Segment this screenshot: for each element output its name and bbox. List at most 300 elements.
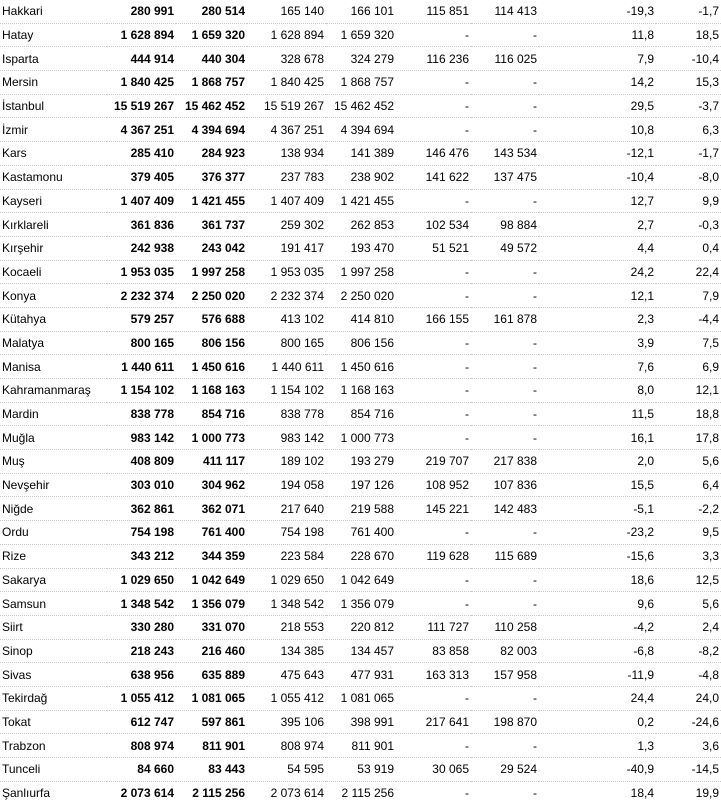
village-population-curr: - bbox=[471, 189, 539, 213]
total-population-prev: 800 165 bbox=[107, 331, 176, 355]
village-population-curr: - bbox=[471, 734, 539, 758]
growth-rate-a: -40,9 bbox=[539, 758, 656, 782]
village-population-curr: 49 572 bbox=[471, 236, 539, 260]
growth-rate-b: -2,2 bbox=[656, 497, 721, 521]
total-population-curr: 284 923 bbox=[176, 142, 247, 166]
growth-rate-b: 3,3 bbox=[656, 544, 721, 568]
city-population-prev: 1 055 412 bbox=[247, 686, 326, 710]
city-population-curr: 219 588 bbox=[326, 497, 396, 521]
city-population-curr: 1 421 455 bbox=[326, 189, 396, 213]
city-population-prev: 2 073 614 bbox=[270, 786, 324, 801]
table-row bbox=[0, 402, 721, 426]
province-name: Kayseri bbox=[0, 189, 107, 213]
village-population-curr: - bbox=[471, 284, 539, 308]
city-population-curr: 262 853 bbox=[326, 213, 396, 237]
city-population-prev: 194 058 bbox=[247, 473, 326, 497]
total-population-prev: 1 348 542 bbox=[107, 592, 176, 616]
city-population-curr: 4 394 694 bbox=[326, 118, 396, 142]
total-population-prev: 285 410 bbox=[107, 142, 176, 166]
total-population-prev: 361 836 bbox=[107, 213, 176, 237]
total-population-curr: 83 443 bbox=[176, 758, 247, 782]
table-row bbox=[0, 663, 721, 687]
total-population-prev: 1 407 409 bbox=[107, 189, 176, 213]
province-name: Sivas bbox=[0, 663, 107, 687]
province-name: Sakarya bbox=[0, 568, 107, 592]
village-population-prev: - bbox=[396, 568, 471, 592]
city-population-curr: 1 659 320 bbox=[326, 23, 396, 47]
growth-rate-a: 11,5 bbox=[539, 402, 656, 426]
table-row bbox=[0, 450, 721, 474]
growth-rate-a: 8,0 bbox=[539, 379, 656, 403]
growth-rate-a: 7,9 bbox=[539, 47, 656, 71]
total-population-prev: 1 953 035 bbox=[107, 260, 176, 284]
village-population-prev: - bbox=[396, 284, 471, 308]
city-population-prev: 754 198 bbox=[247, 521, 326, 545]
total-population-prev: 612 747 bbox=[107, 710, 176, 734]
city-population-curr: 414 810 bbox=[326, 307, 396, 331]
table-row bbox=[0, 284, 721, 308]
table-row bbox=[0, 0, 721, 23]
province-name: Hatay bbox=[0, 23, 107, 47]
total-population-curr: 1 000 773 bbox=[176, 426, 247, 450]
total-population-prev: 303 010 bbox=[107, 473, 176, 497]
growth-rate-b: -4,4 bbox=[656, 307, 721, 331]
growth-rate-a: -4,2 bbox=[539, 615, 656, 639]
table-row bbox=[0, 568, 721, 592]
table-row bbox=[0, 521, 721, 545]
growth-rate-b: 24,0 bbox=[656, 686, 721, 710]
city-population-curr: 166 101 bbox=[326, 0, 396, 23]
village-population-curr: - bbox=[471, 568, 539, 592]
village-population-prev: - bbox=[396, 379, 471, 403]
city-population-prev: 54 595 bbox=[247, 758, 326, 782]
growth-rate-a: 4,4 bbox=[539, 236, 656, 260]
total-population-prev: 15 519 267 bbox=[107, 94, 176, 118]
village-population-curr: 115 689 bbox=[471, 544, 539, 568]
total-population-curr: 1 421 455 bbox=[176, 189, 247, 213]
growth-rate-b: 12,1 bbox=[656, 379, 721, 403]
city-population-curr: 228 670 bbox=[326, 544, 396, 568]
growth-rate-b: -3,7 bbox=[656, 94, 721, 118]
village-population-prev: - bbox=[396, 402, 471, 426]
growth-rate-a: -10,4 bbox=[539, 165, 656, 189]
city-population-prev: 983 142 bbox=[247, 426, 326, 450]
growth-rate-a: 1,3 bbox=[539, 734, 656, 758]
growth-rate-a: -12,1 bbox=[539, 142, 656, 166]
village-population-curr: - bbox=[471, 686, 539, 710]
city-population-prev: 2 232 374 bbox=[247, 284, 326, 308]
growth-rate-a: 10,8 bbox=[539, 118, 656, 142]
village-population-curr: 137 475 bbox=[471, 165, 539, 189]
growth-rate-a: 11,8 bbox=[539, 23, 656, 47]
total-population-prev: 1 840 425 bbox=[107, 71, 176, 95]
village-population-prev: - bbox=[396, 426, 471, 450]
village-population-curr: 82 003 bbox=[471, 639, 539, 663]
total-population-curr: 1 042 649 bbox=[176, 568, 247, 592]
village-population-prev: 116 236 bbox=[396, 47, 471, 71]
city-population-curr: 197 126 bbox=[326, 473, 396, 497]
village-population-prev: 119 628 bbox=[396, 544, 471, 568]
province-name: Isparta bbox=[0, 47, 107, 71]
total-population-prev: 280 991 bbox=[107, 0, 176, 23]
city-population-curr: 53 919 bbox=[326, 758, 396, 782]
village-population-curr: - bbox=[471, 260, 539, 284]
total-population-prev: 1 055 412 bbox=[107, 686, 176, 710]
growth-rate-a: 16,1 bbox=[539, 426, 656, 450]
province-name: Tunceli bbox=[0, 758, 107, 782]
village-population-prev: - bbox=[396, 521, 471, 545]
city-population-prev: 475 643 bbox=[247, 663, 326, 687]
total-population-prev: 444 914 bbox=[107, 47, 176, 71]
total-population-prev: 4 367 251 bbox=[107, 118, 176, 142]
province-name: Tokat bbox=[0, 710, 107, 734]
growth-rate-b: -4,8 bbox=[656, 663, 721, 687]
total-population-curr: 806 156 bbox=[176, 331, 247, 355]
city-population-prev: 217 640 bbox=[247, 497, 326, 521]
city-population-prev: 138 934 bbox=[247, 142, 326, 166]
village-population-curr: 143 534 bbox=[471, 142, 539, 166]
province-name: Manisa bbox=[0, 355, 107, 379]
growth-rate-a: 2,7 bbox=[539, 213, 656, 237]
table-row bbox=[0, 758, 721, 782]
total-population-curr: 280 514 bbox=[176, 0, 247, 23]
table-row bbox=[0, 142, 721, 166]
growth-rate-b: -10,4 bbox=[656, 47, 721, 71]
growth-rate-b: 6,3 bbox=[656, 118, 721, 142]
city-population-prev: 218 553 bbox=[247, 615, 326, 639]
city-population-prev: 1 953 035 bbox=[247, 260, 326, 284]
village-population-curr: 29 524 bbox=[471, 758, 539, 782]
table-row bbox=[0, 189, 721, 213]
village-population-curr: 161 878 bbox=[471, 307, 539, 331]
city-population-prev: 4 367 251 bbox=[247, 118, 326, 142]
village-population-prev: 51 521 bbox=[396, 236, 471, 260]
village-population-curr: 116 025 bbox=[471, 47, 539, 71]
growth-rate-b: 7,9 bbox=[656, 284, 721, 308]
table-row bbox=[0, 94, 721, 118]
total-population-prev: 1 029 650 bbox=[107, 568, 176, 592]
city-population-prev: 838 778 bbox=[247, 402, 326, 426]
table-row bbox=[0, 710, 721, 734]
growth-rate-a: -23,2 bbox=[539, 521, 656, 545]
growth-rate-a: -5,1 bbox=[539, 497, 656, 521]
city-population-curr: 806 156 bbox=[326, 331, 396, 355]
growth-rate-b: -1,7 bbox=[656, 0, 721, 23]
growth-rate-a: 2,0 bbox=[539, 450, 656, 474]
province-name: Trabzon bbox=[0, 734, 107, 758]
province-name: Malatya bbox=[0, 331, 107, 355]
table-row bbox=[0, 592, 721, 616]
village-population-prev: - bbox=[396, 71, 471, 95]
city-population-prev: 1 840 425 bbox=[247, 71, 326, 95]
village-population-prev: - bbox=[465, 786, 469, 801]
city-population-prev: 1 154 102 bbox=[247, 379, 326, 403]
village-population-prev: - bbox=[396, 734, 471, 758]
total-population-prev: 2 232 374 bbox=[107, 284, 176, 308]
growth-rate-a: 29,5 bbox=[539, 94, 656, 118]
village-population-curr: - bbox=[471, 426, 539, 450]
growth-rate-a: 15,5 bbox=[539, 473, 656, 497]
city-population-curr: 324 279 bbox=[326, 47, 396, 71]
growth-rate-a: 0,2 bbox=[539, 710, 656, 734]
village-population-prev: - bbox=[396, 331, 471, 355]
total-population-curr: 440 304 bbox=[176, 47, 247, 71]
table-row bbox=[0, 355, 721, 379]
village-population-curr: 114 413 bbox=[471, 0, 539, 23]
total-population-curr: 811 901 bbox=[176, 734, 247, 758]
village-population-curr: - bbox=[471, 71, 539, 95]
total-population-curr: 2 115 256 bbox=[192, 786, 245, 801]
total-population-curr: 1 659 320 bbox=[176, 23, 247, 47]
city-population-prev: 223 584 bbox=[247, 544, 326, 568]
city-population-curr: 1 081 065 bbox=[326, 686, 396, 710]
city-population-prev: 1 407 409 bbox=[247, 189, 326, 213]
village-population-curr: - bbox=[471, 355, 539, 379]
total-population-prev: 1 628 894 bbox=[107, 23, 176, 47]
village-population-prev: - bbox=[396, 686, 471, 710]
total-population-prev: 754 198 bbox=[107, 521, 176, 545]
city-population-curr: 398 991 bbox=[326, 710, 396, 734]
village-population-curr: 142 483 bbox=[471, 497, 539, 521]
growth-rate-b: -8,2 bbox=[656, 639, 721, 663]
growth-rate-b: 7,5 bbox=[656, 331, 721, 355]
total-population-curr: 854 716 bbox=[176, 402, 247, 426]
growth-rate-b: -14,5 bbox=[656, 758, 721, 782]
table-row bbox=[0, 686, 721, 710]
village-population-prev: - bbox=[396, 118, 471, 142]
city-population-curr: 193 279 bbox=[326, 450, 396, 474]
table-row bbox=[0, 615, 721, 639]
growth-rate-a: 12,7 bbox=[539, 189, 656, 213]
city-population-curr: 1 868 757 bbox=[326, 71, 396, 95]
city-population-curr: 477 931 bbox=[326, 663, 396, 687]
province-name: Nevşehir bbox=[0, 473, 107, 497]
total-population-curr: 361 737 bbox=[176, 213, 247, 237]
table-row bbox=[0, 379, 721, 403]
city-population-curr: 761 400 bbox=[326, 521, 396, 545]
total-population-curr: 216 460 bbox=[176, 639, 247, 663]
province-name: Kars bbox=[0, 142, 107, 166]
table-row bbox=[0, 307, 721, 331]
growth-rate-b: 18,5 bbox=[656, 23, 721, 47]
village-population-curr: 157 958 bbox=[471, 663, 539, 687]
city-population-curr: 193 470 bbox=[326, 236, 396, 260]
province-name: Kastamonu bbox=[0, 165, 107, 189]
village-population-prev: - bbox=[396, 260, 471, 284]
total-population-prev: 1 154 102 bbox=[107, 379, 176, 403]
village-population-prev: 163 313 bbox=[396, 663, 471, 687]
village-population-curr: - bbox=[471, 402, 539, 426]
city-population-curr: 15 462 452 bbox=[326, 94, 396, 118]
village-population-prev: - bbox=[396, 189, 471, 213]
city-population-prev: 1 628 894 bbox=[247, 23, 326, 47]
village-population-prev: 145 221 bbox=[396, 497, 471, 521]
city-population-prev: 413 102 bbox=[247, 307, 326, 331]
growth-rate-b: -1,7 bbox=[656, 142, 721, 166]
table-row bbox=[0, 118, 721, 142]
village-population-prev: 83 858 bbox=[396, 639, 471, 663]
growth-rate-a: 18,4 bbox=[630, 786, 654, 801]
province-name: Hakkari bbox=[0, 0, 107, 23]
province-name: Tekirdağ bbox=[0, 686, 107, 710]
growth-rate-b: 18,8 bbox=[656, 402, 721, 426]
total-population-prev: 838 778 bbox=[107, 402, 176, 426]
growth-rate-a: 2,3 bbox=[539, 307, 656, 331]
village-population-prev: - bbox=[396, 592, 471, 616]
growth-rate-b: 15,3 bbox=[656, 71, 721, 95]
village-population-curr: 98 884 bbox=[471, 213, 539, 237]
growth-rate-b: -0,3 bbox=[656, 213, 721, 237]
growth-rate-a: -19,3 bbox=[539, 0, 656, 23]
total-population-prev: 330 280 bbox=[107, 615, 176, 639]
total-population-curr: 576 688 bbox=[176, 307, 247, 331]
total-population-prev: 242 938 bbox=[107, 236, 176, 260]
province-name: Kırşehir bbox=[0, 236, 107, 260]
total-population-curr: 331 070 bbox=[176, 615, 247, 639]
city-population-prev: 1 440 611 bbox=[247, 355, 326, 379]
total-population-prev: 362 861 bbox=[107, 497, 176, 521]
total-population-curr: 362 071 bbox=[176, 497, 247, 521]
total-population-curr: 1 868 757 bbox=[176, 71, 247, 95]
total-population-prev: 1 440 611 bbox=[107, 355, 176, 379]
city-population-prev: 15 519 267 bbox=[247, 94, 326, 118]
table-row bbox=[0, 544, 721, 568]
growth-rate-a: 12,1 bbox=[539, 284, 656, 308]
total-population-curr: 761 400 bbox=[176, 521, 247, 545]
province-name: Konya bbox=[0, 284, 107, 308]
table-row bbox=[0, 473, 721, 497]
province-name: Kütahya bbox=[0, 307, 107, 331]
city-population-prev: 165 140 bbox=[247, 0, 326, 23]
city-population-curr: 1 356 079 bbox=[326, 592, 396, 616]
total-population-prev: 808 974 bbox=[107, 734, 176, 758]
city-population-prev: 1 348 542 bbox=[247, 592, 326, 616]
growth-rate-b: 3,6 bbox=[656, 734, 721, 758]
growth-rate-b: 22,4 bbox=[656, 260, 721, 284]
growth-rate-b: 9,9 bbox=[656, 189, 721, 213]
table-row bbox=[0, 213, 721, 237]
table-row bbox=[0, 47, 721, 71]
province-name: Rize bbox=[0, 544, 107, 568]
village-population-curr: - bbox=[533, 786, 537, 801]
total-population-prev: 218 243 bbox=[107, 639, 176, 663]
village-population-prev: - bbox=[396, 94, 471, 118]
table-row bbox=[0, 165, 721, 189]
city-population-curr: 1 450 616 bbox=[326, 355, 396, 379]
growth-rate-b: 12,5 bbox=[656, 568, 721, 592]
province-name: İstanbul bbox=[0, 94, 107, 118]
province-name: Siirt bbox=[0, 615, 107, 639]
village-population-prev: 219 707 bbox=[396, 450, 471, 474]
total-population-prev: 379 405 bbox=[107, 165, 176, 189]
growth-rate-b: 5,6 bbox=[656, 592, 721, 616]
village-population-prev: 217 641 bbox=[396, 710, 471, 734]
total-population-curr: 1 168 163 bbox=[176, 379, 247, 403]
total-population-curr: 1 450 616 bbox=[176, 355, 247, 379]
province-name: Kırklareli bbox=[0, 213, 107, 237]
province-name: Muş bbox=[0, 450, 107, 474]
total-population-curr: 243 042 bbox=[176, 236, 247, 260]
city-population-curr: 134 457 bbox=[326, 639, 396, 663]
growth-rate-a: -15,6 bbox=[539, 544, 656, 568]
total-population-curr: 344 359 bbox=[176, 544, 247, 568]
total-population-curr: 15 462 452 bbox=[176, 94, 247, 118]
total-population-curr: 4 394 694 bbox=[176, 118, 247, 142]
growth-rate-b: 17,8 bbox=[656, 426, 721, 450]
growth-rate-b: 19,9 bbox=[695, 786, 719, 801]
growth-rate-b: -24,6 bbox=[656, 710, 721, 734]
city-population-prev: 134 385 bbox=[247, 639, 326, 663]
growth-rate-b: 5,6 bbox=[656, 450, 721, 474]
table-row bbox=[0, 71, 721, 95]
village-population-prev: 146 476 bbox=[396, 142, 471, 166]
total-population-prev: 84 660 bbox=[107, 758, 176, 782]
growth-rate-a: 7,6 bbox=[539, 355, 656, 379]
city-population-curr: 1 168 163 bbox=[326, 379, 396, 403]
city-population-curr: 854 716 bbox=[326, 402, 396, 426]
total-population-curr: 411 117 bbox=[176, 450, 247, 474]
table-row bbox=[0, 23, 721, 47]
total-population-prev: 343 212 bbox=[107, 544, 176, 568]
city-population-prev: 328 678 bbox=[247, 47, 326, 71]
province-name: Ordu bbox=[0, 521, 107, 545]
table-row bbox=[0, 781, 721, 804]
village-population-prev: 141 622 bbox=[396, 165, 471, 189]
province-name: Muğla bbox=[0, 426, 107, 450]
city-population-curr: 220 812 bbox=[326, 615, 396, 639]
total-population-curr: 2 250 020 bbox=[176, 284, 247, 308]
village-population-curr: - bbox=[471, 379, 539, 403]
village-population-prev: 166 155 bbox=[396, 307, 471, 331]
village-population-prev: 30 065 bbox=[396, 758, 471, 782]
total-population-curr: 376 377 bbox=[176, 165, 247, 189]
table-row bbox=[0, 331, 721, 355]
village-population-prev: - bbox=[396, 355, 471, 379]
city-population-prev: 237 783 bbox=[247, 165, 326, 189]
total-population-prev: 2 073 614 bbox=[120, 786, 174, 801]
growth-rate-b: 2,4 bbox=[656, 615, 721, 639]
village-population-prev: 108 952 bbox=[396, 473, 471, 497]
city-population-prev: 395 106 bbox=[247, 710, 326, 734]
city-population-curr: 1 997 258 bbox=[326, 260, 396, 284]
total-population-curr: 1 081 065 bbox=[176, 686, 247, 710]
growth-rate-b: 9,5 bbox=[656, 521, 721, 545]
city-population-curr: 2 115 256 bbox=[341, 786, 394, 801]
total-population-curr: 1 997 258 bbox=[176, 260, 247, 284]
city-population-prev: 808 974 bbox=[247, 734, 326, 758]
city-population-curr: 1 042 649 bbox=[326, 568, 396, 592]
total-population-prev: 638 956 bbox=[107, 663, 176, 687]
growth-rate-b: -8,0 bbox=[656, 165, 721, 189]
growth-rate-a: 24,4 bbox=[539, 686, 656, 710]
village-population-curr: - bbox=[471, 331, 539, 355]
village-population-prev: 115 851 bbox=[396, 0, 471, 23]
village-population-curr: - bbox=[471, 23, 539, 47]
growth-rate-a: 24,2 bbox=[539, 260, 656, 284]
table-row bbox=[0, 639, 721, 663]
province-name: İzmir bbox=[0, 118, 107, 142]
total-population-prev: 408 809 bbox=[107, 450, 176, 474]
province-name: Samsun bbox=[0, 592, 107, 616]
village-population-curr: - bbox=[471, 592, 539, 616]
growth-rate-b: 0,4 bbox=[656, 236, 721, 260]
city-population-prev: 1 029 650 bbox=[247, 568, 326, 592]
table-row bbox=[0, 497, 721, 521]
province-name: Niğde bbox=[0, 497, 107, 521]
village-population-prev: 111 727 bbox=[396, 615, 471, 639]
province-name: Şanlıurfa bbox=[2, 786, 51, 801]
province-name: Sinop bbox=[0, 639, 107, 663]
